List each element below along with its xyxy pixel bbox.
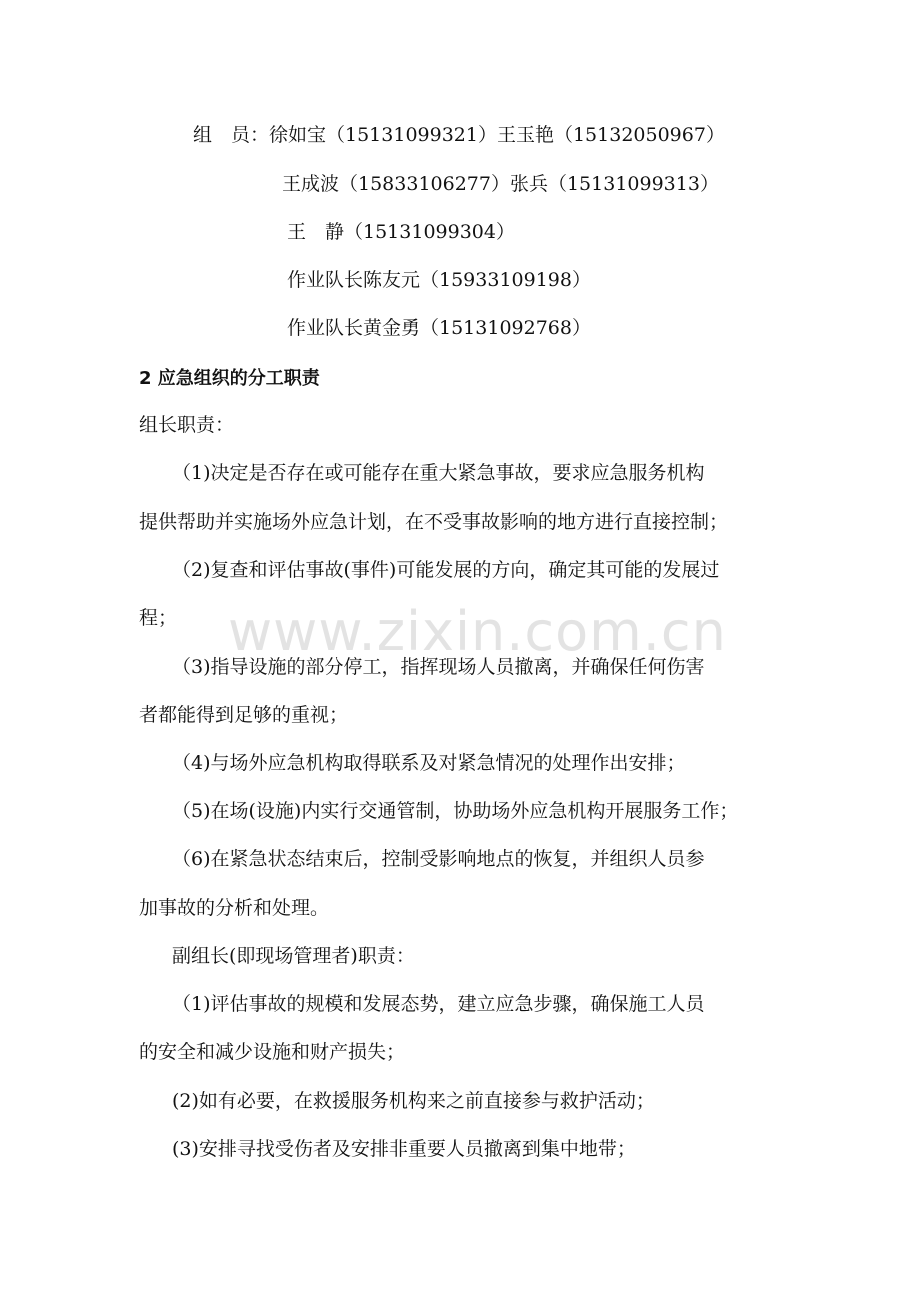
leader-item-6-line-2: 加事故的分析和处理。 <box>139 897 330 919</box>
deputy-item-3: (3)安排寻找受伤者及安排非重要人员撤离到集中地带； <box>172 1138 636 1160</box>
members-line-2: 王成波（15833106277）张兵（15131099313） <box>282 173 719 195</box>
section-heading: 2 应急组织的分工职责 <box>139 368 320 389</box>
leader-item-5: （5)在场(设施)内实行交通管制，协助场外应急机构开展服务工作； <box>172 800 739 822</box>
leader-item-4: （4)与场外应急机构取得联系及对紧急情况的处理作出安排； <box>172 752 686 774</box>
leader-item-1-line-1: （1)决定是否存在或可能存在重大紧急事故，要求应急服务机构 <box>172 462 705 484</box>
deputy-duties-title: 副组长(即现场管理者)职责： <box>172 945 415 967</box>
leader-item-2-line-1: （2)复查和评估事故(事件)可能发展的方向，确定其可能的发展过 <box>172 559 720 581</box>
deputy-item-2: (2)如有必要，在救援服务机构来之前直接参与救护活动； <box>172 1090 655 1112</box>
leader-item-1-line-2: 提供帮助并实施场外应急计划，在不受事故影响的地方进行直接控制； <box>139 511 729 533</box>
leader-duties-title: 组长职责： <box>139 414 235 436</box>
leader-item-3-line-2: 者都能得到足够的重视； <box>139 704 349 726</box>
watermark: www.zixin.com.cn <box>228 600 727 663</box>
members-line-1: 组 员：徐如宝（15131099321）王玉艳（15132050967） <box>193 124 725 146</box>
deputy-item-1-line-1: （1)评估事故的规模和发展态势，建立应急步骤，确保施工人员 <box>172 993 705 1015</box>
members-line-5: 作业队长黄金勇（15131092768） <box>287 317 591 339</box>
leader-item-3-line-1: （3)指导设施的部分停工，指挥现场人员撤离，并确保任何伤害 <box>172 656 705 678</box>
leader-item-6-line-1: （6)在紧急状态结束后，控制受影响地点的恢复，并组织人员参 <box>172 848 705 870</box>
leader-item-2-line-2: 程； <box>139 607 178 629</box>
members-line-4: 作业队长陈友元（15933109198） <box>287 269 591 291</box>
members-line-3: 王 静（15131099304） <box>287 221 515 243</box>
deputy-item-1-line-2: 的安全和减少设施和财产损失； <box>139 1041 406 1063</box>
